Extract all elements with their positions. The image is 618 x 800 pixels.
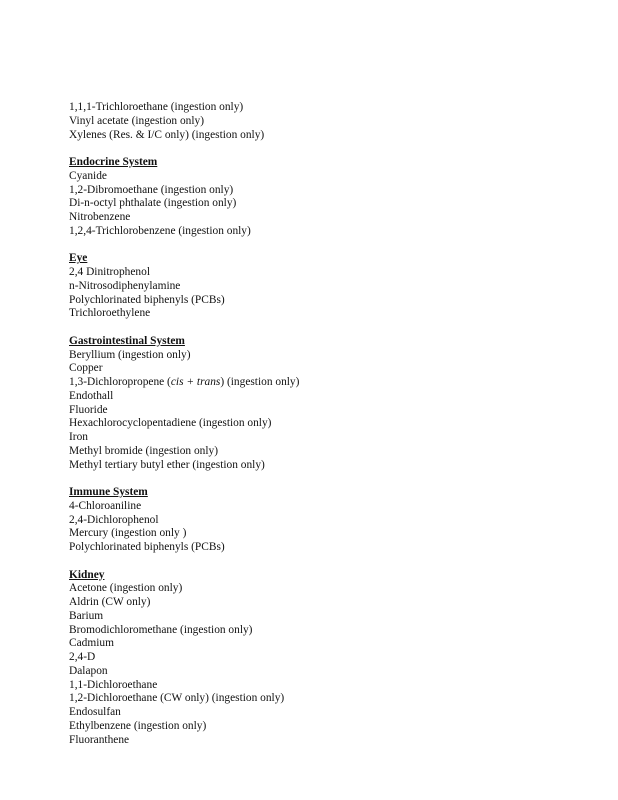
list-item-dichloropropene bbox=[69, 376, 589, 390]
list-item: 1,2,4-Trichlorobenzene (ingestion only) bbox=[69, 224, 251, 237]
list-item: 1,1-Dichloroethane bbox=[69, 678, 158, 691]
list-item: Polychlorinated biphenyls (PCBs) bbox=[69, 541, 225, 553]
list-item: Barium bbox=[69, 609, 104, 622]
section-gastrointestinal bbox=[69, 335, 589, 473]
list-item: Bromodichloromethane (ingestion only) bbox=[69, 623, 253, 636]
section-kidney bbox=[69, 569, 589, 748]
list-item: n-Nitrosodiphenylamine bbox=[69, 279, 181, 292]
list-item: 1,2-Dibromoethane (ingestion only) bbox=[69, 183, 234, 196]
list-item: Endosulfan bbox=[69, 706, 121, 718]
intro-list bbox=[69, 101, 589, 142]
section-heading: Gastrointestinal System bbox=[69, 334, 185, 347]
section-eye bbox=[69, 252, 589, 321]
list-item: Methyl bromide (ingestion only) bbox=[69, 444, 219, 457]
list-item: Fluoranthene bbox=[69, 733, 130, 746]
list-item: 2,4 Dinitrophenol bbox=[69, 266, 150, 278]
list-item: 4-Chloroaniline bbox=[69, 499, 142, 512]
list-item: Vinyl acetate (ingestion only) bbox=[69, 114, 205, 127]
section-heading: Eye bbox=[69, 252, 88, 265]
list-item: 1,1,1-Trichloroethane (ingestion only) bbox=[69, 101, 244, 113]
list-item: Trichloroethylene bbox=[69, 307, 151, 320]
spacer bbox=[69, 142, 589, 156]
list-item: 1,2-Dichloroethane (CW only) (ingestion only) bbox=[69, 692, 285, 705]
section-endocrine bbox=[69, 156, 589, 239]
spacer bbox=[69, 555, 589, 569]
list-item: Dalapon bbox=[69, 664, 108, 677]
list-item: Beryllium (ingestion only) bbox=[69, 348, 191, 361]
spacer bbox=[69, 321, 589, 335]
spacer bbox=[69, 239, 589, 253]
spacer bbox=[69, 472, 589, 486]
list-item: Cadmium bbox=[69, 637, 114, 650]
text-fragment: ) (ingestion only) bbox=[220, 376, 300, 388]
document-page bbox=[69, 101, 589, 747]
list-item: Ethylbenzene (ingestion only) bbox=[69, 719, 207, 732]
italic-fragment: cis bbox=[170, 376, 184, 388]
list-item: Di-n-octyl phthalate (ingestion only) bbox=[69, 197, 237, 210]
list-item: Nitrobenzene bbox=[69, 211, 131, 223]
list-item: 2,4-Dichlorophenol bbox=[69, 513, 159, 526]
list-item: Cyanide bbox=[69, 169, 107, 182]
list-item: Endothall bbox=[69, 389, 114, 402]
list-item: Polychlorinated biphenyls (PCBs) bbox=[69, 293, 225, 306]
section-heading: Immune System bbox=[69, 486, 148, 498]
list-item: Xylenes (Res. & I/C only) (ingestion only) bbox=[69, 128, 265, 141]
text-fragment: 1,3-Dichloropropene ( bbox=[69, 376, 171, 388]
list-item: Aldrin (CW only) bbox=[69, 596, 151, 608]
italic-fragment: trans bbox=[196, 376, 221, 388]
list-item: 2,4-D bbox=[69, 651, 96, 663]
section-immune bbox=[69, 486, 589, 555]
section-heading: Kidney bbox=[69, 568, 105, 581]
list-item: Mercury (ingestion only ) bbox=[69, 527, 187, 540]
list-item: Hexachlorocyclopentadiene (ingestion only) bbox=[69, 417, 272, 430]
list-item: Methyl tertiary butyl ether (ingestion only) bbox=[69, 458, 265, 471]
italic-fragment: + bbox=[183, 376, 197, 388]
list-item: Fluoride bbox=[69, 403, 108, 416]
list-item: Copper bbox=[69, 362, 103, 375]
section-heading: Endocrine System bbox=[69, 156, 158, 168]
list-item: Iron bbox=[69, 431, 88, 443]
list-item: Acetone (ingestion only) bbox=[69, 582, 183, 595]
